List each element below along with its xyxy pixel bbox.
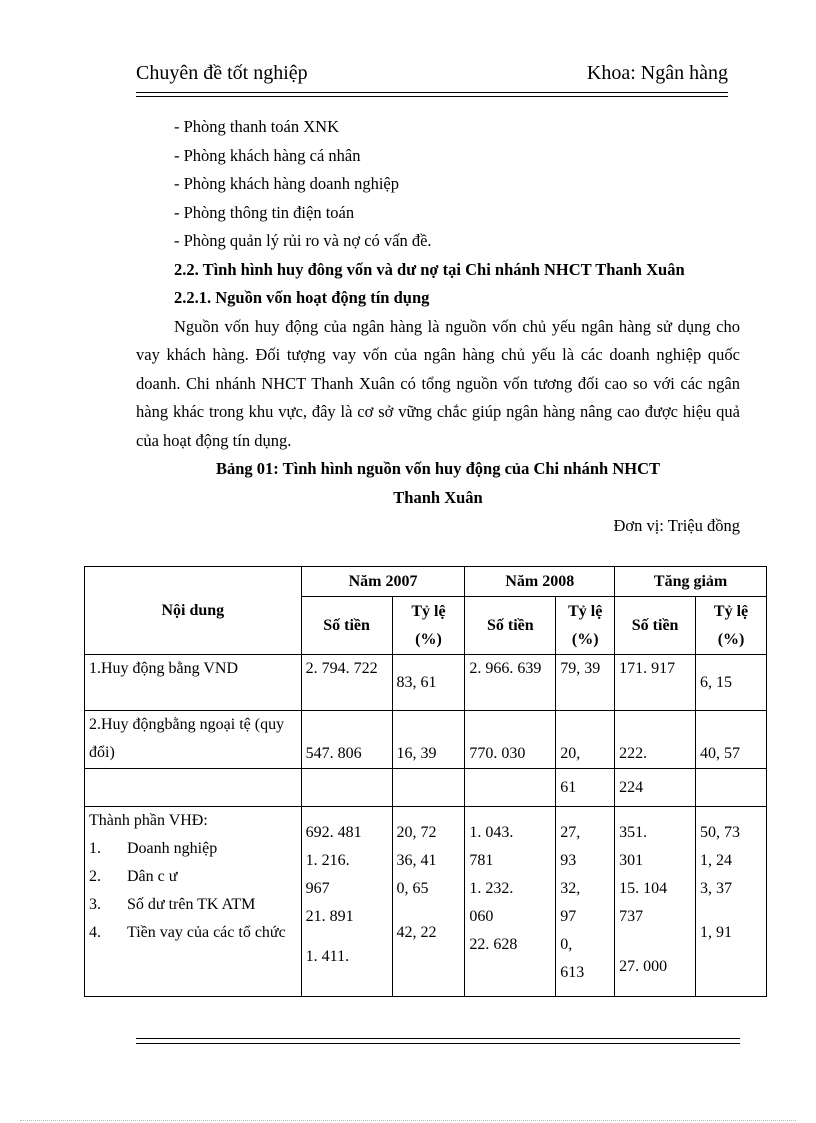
table-row [85,769,767,807]
col-header-ratio: Tỷ lệ (%) [696,597,767,655]
cell-ratio: 83, 61 [392,655,465,711]
bullet-item: - Phòng thông tin điện toán [174,202,355,222]
cell-line: 3, 37 [700,880,733,897]
empty-cell [85,769,302,807]
cell-ratio: 79, 39 [556,655,615,711]
cell-amount: 2. 794. 722 [301,655,392,711]
cell-ratio: 20, [556,711,615,769]
bullet-item: - Phòng khách hàng doanh nghiệp [174,174,399,193]
cell-line: 1. 216. [305,852,350,869]
table-caption-continued: Thanh Xuân [393,487,483,507]
cell-line: 22. 628 [469,936,518,953]
col-header-amount: Số tiền [301,597,392,655]
col-header-amount: Số tiền [465,597,556,655]
col-header-content: Nội dung [85,567,302,655]
cell-line: 967 [305,880,330,897]
cell-line: 50, 73 [700,824,741,841]
cell-line: 351. [619,824,648,841]
cell-amount: 222. [615,711,696,769]
col-header-2007: Năm 2007 [301,567,465,597]
list-item [89,835,297,863]
row-label-composition [85,807,302,997]
cell-line: 0, 65 [396,880,429,897]
page-header [136,62,728,85]
cell-line: 781 [469,852,494,869]
cell-spacer [619,931,691,953]
subsection-heading: 2.2.1. Nguồn vốn hoạt động tín dụng [174,288,430,307]
cell-line: 613 [560,964,585,981]
cell-line: 15. 104 [619,880,668,897]
document-body [136,113,740,541]
header-divider [136,92,728,97]
cell-line: 27. 000 [619,958,668,975]
cell-amount-stack [615,807,696,997]
empty-cell [392,769,465,807]
cell-line: 36, 41 [396,852,437,869]
bullet-item: - Phòng thanh toán XNK [174,117,339,136]
cell-ratio: 6, 15 [696,655,767,711]
col-header-change: Tăng giảm [615,567,767,597]
cell-amount: 547. 806 [301,711,392,769]
footer-divider [136,1038,740,1044]
cell-line: 21. 891 [305,908,354,925]
list-text: Dân c ư [127,868,178,885]
cell-spacer [306,931,388,943]
list-item [89,891,297,919]
cell-line: 737 [619,908,644,925]
list-text: Số dư trên TK ATM [127,896,256,913]
cell-line: 1, 91 [700,924,733,941]
cell-line: 27, [560,824,581,841]
cell-ratio-stack [696,807,767,997]
cell-line: 20, 72 [396,824,437,841]
empty-cell [465,769,556,807]
cell-line: 692. 481 [305,824,362,841]
cell-ratio-stack [556,807,615,997]
cell-amount: 770. 030 [465,711,556,769]
cell-ratio: 40, 57 [696,711,767,769]
cell-line: 32, [560,880,581,897]
table-row [85,655,767,711]
cell-line: 1. 043. [469,824,514,841]
list-number: 4. [89,924,101,941]
cell-amount-stack [465,807,556,997]
page-edge [20,1120,796,1121]
cell-line: 1. 411. [305,948,350,965]
cell-spacer [397,903,461,919]
body-paragraph: Nguồn vốn huy động của ngân hàng là nguồn vốn chủ yếu ngân hàng sử dụng cho vay khách hàng. Đối tượng vay vốn của ngân hàng chủ yếu là các doanh nghiệp quốc doanh. Chi nhánh NHCT Thanh Xuân có tổng nguồn vốn tương đối cao so với các ngân hàng khác trong khu vực, đây là cơ sở vững chắc giúp ngân hàng nâng cao được hiệu quả của hoạt động tín dụng. [136,316,740,450]
list-item [89,863,297,891]
cell-line: 42, 22 [396,924,437,941]
cell-line: 060 [469,908,494,925]
cell-line: 93 [560,852,577,869]
table-row [85,711,767,769]
empty-cell [696,769,767,807]
cell-amount: 2. 966. 639 [465,655,556,711]
list-number: 1. [89,840,101,857]
cell-ratio-stack [392,807,465,997]
cell-amount: 224 [615,769,696,807]
section-heading: 2.2. Tình hình huy đông vốn và dư nợ tại Chi nhánh NHCT Thanh Xuân [174,259,685,279]
bullet-item: - Phòng quản lý rủi ro và nợ có vấn đề. [174,231,432,250]
list-item [89,919,297,947]
row-label: 1.Huy động bằng VND [85,655,302,711]
col-header-2008: Năm 2008 [465,567,615,597]
cell-spacer [700,903,762,919]
capital-table [84,566,767,997]
table-caption: Bảng 01: Tình hình nguồn vốn huy động của Chi nhánh NHCT [215,459,661,478]
row-label: 2.Huy độngbằng ngoại tệ (quy đổi) [85,711,302,769]
list-number: 2. [89,868,101,885]
cell-line: 1. 232. [469,880,514,897]
header-department: Khoa: Ngân hàng [586,62,728,84]
list-text: Doanh nghiệp [127,840,218,857]
empty-cell [301,769,392,807]
col-header-ratio: Tỷ lệ (%) [392,597,465,655]
cell-line: 0, [560,936,573,953]
header-title: Chuyên đề tốt nghiệp [136,62,308,84]
cell-amount: 171. 917 [615,655,696,711]
cell-line: 1, 24 [700,852,733,869]
composition-title: Thành phần VHĐ: [89,812,208,829]
col-header-ratio: Tỷ lệ (%) [556,597,615,655]
cell-ratio: 61 [556,769,615,807]
composition-list [89,835,297,947]
cell-line: 97 [560,908,577,925]
list-text: Tiền vay của các tổ chức [127,924,286,941]
cell-amount-stack [301,807,392,997]
table-row [85,807,767,997]
cell-line: 301 [619,852,644,869]
unit-label: Đơn vị: Triệu đồng [613,516,740,535]
col-header-amount: Số tiền [615,597,696,655]
list-number: 3. [89,896,101,913]
bullet-item: - Phòng khách hàng cá nhân [174,145,361,165]
cell-ratio: 16, 39 [392,711,465,769]
